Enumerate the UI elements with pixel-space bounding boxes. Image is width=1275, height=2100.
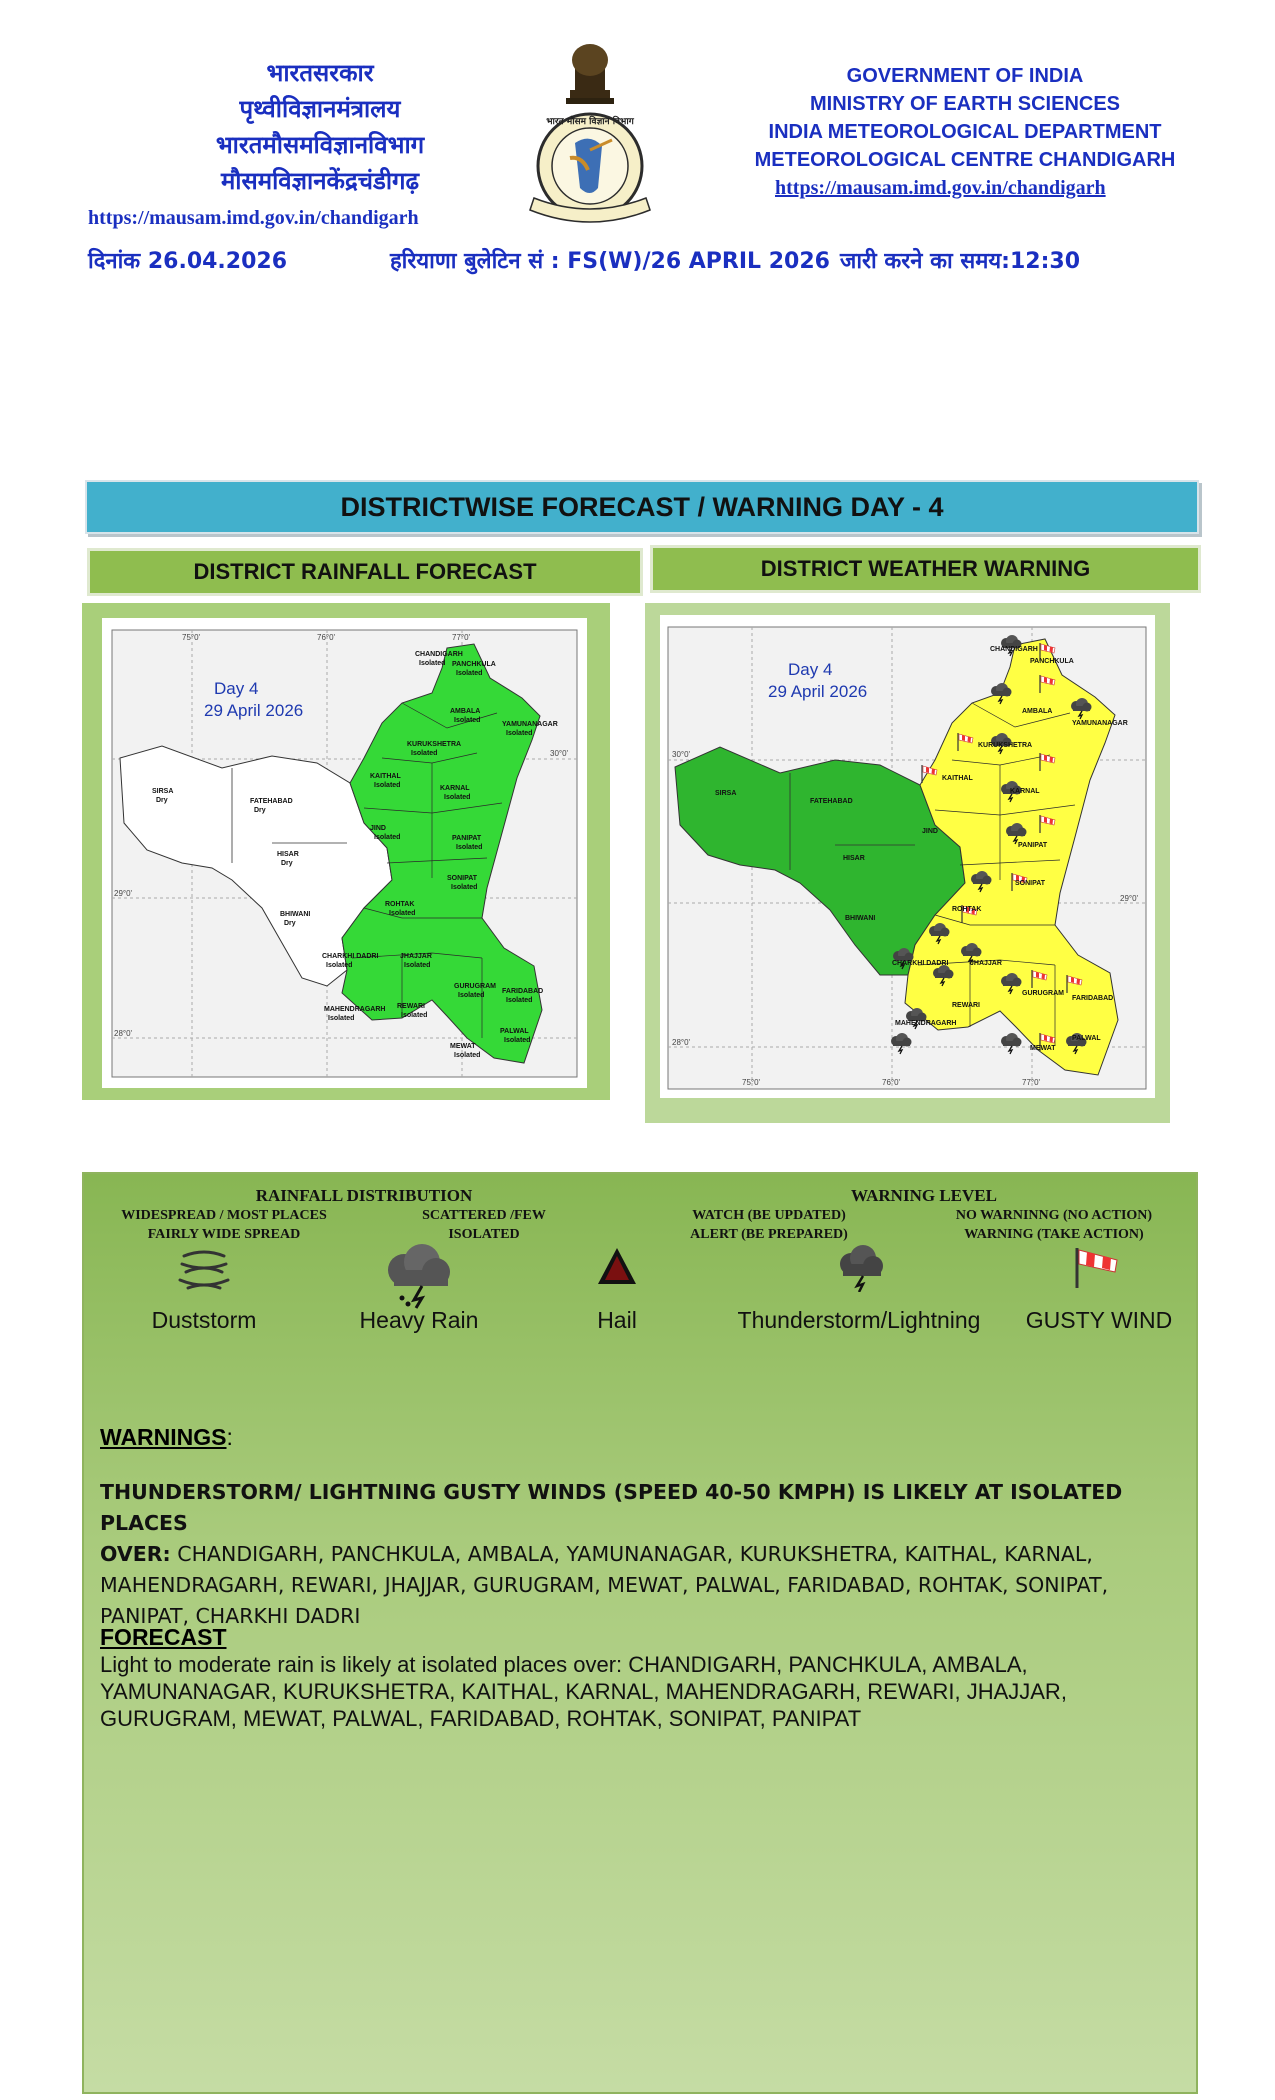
rainfall-widespread-legend: WIDESPREAD / MOST PLACES FAIRLY WIDE SPREAD <box>121 1208 327 1242</box>
warning-district-mahendragarh: MAHENDRAGARH <box>895 1020 957 1027</box>
duststorm-icon <box>154 1244 254 1304</box>
hindi-line-department: भारतमौसमविज्ञानविभाग <box>215 131 425 159</box>
warning-district-charkhi-dadri: CHARKHI DADRI <box>892 960 949 967</box>
weather-warning-heading: DISTRICT WEATHER WARNING <box>650 545 1201 593</box>
heavy-rain-label: Heavy Rain <box>359 1307 479 1333</box>
svg-text:Isolated: Isolated <box>389 910 416 917</box>
warning-map-day: Day 4 <box>788 660 833 679</box>
rainfall-forecast-heading: DISTRICT RAINFALL FORECAST <box>87 548 643 596</box>
svg-text:Dry: Dry <box>281 860 293 867</box>
warning-district-kurukshetra: KURUKSHETRA <box>978 742 1033 749</box>
svg-text:MAHENDRAGARH: MAHENDRAGARH <box>324 1006 386 1013</box>
svg-text:REWARI: REWARI <box>397 1003 425 1010</box>
svg-text:PALWAL: PALWAL <box>500 1028 529 1035</box>
svg-text:Isolated: Isolated <box>411 750 438 757</box>
svg-text:28°0': 28°0' <box>672 1038 691 1047</box>
svg-text:Isolated: Isolated <box>506 997 533 1004</box>
svg-text:75°0': 75°0' <box>742 1078 761 1087</box>
warning-district-kaithal: KAITHAL <box>942 775 973 782</box>
warning-district-faridabad: FARIDABAD <box>1072 995 1114 1002</box>
svg-text:CHANDIGARH: CHANDIGARH <box>415 651 463 658</box>
rainfall-map-day: Day 4 <box>214 679 259 698</box>
warning-district-mewat: MEWAT <box>1030 1045 1056 1052</box>
hindi-line-centre: मौसमविज्ञानकेंद्रचंडीगढ़ <box>220 167 420 195</box>
svg-text:Isolated: Isolated <box>328 1015 355 1022</box>
svg-text:भारत मौसम विज्ञान विभाग: भारत मौसम विज्ञान विभाग <box>546 117 634 127</box>
svg-text:AMBALA: AMBALA <box>450 708 481 715</box>
svg-text:Isolated: Isolated <box>456 670 483 677</box>
svg-text:Dry: Dry <box>254 807 266 814</box>
warning-district-gurugram: GURUGRAM <box>1022 990 1064 997</box>
rainfall-scattered-legend: SCATTERED /FEW ISOLATED <box>422 1208 546 1242</box>
svg-text:FARIDABAD: FARIDABAD <box>502 988 544 995</box>
svg-text:77°0': 77°0' <box>452 633 471 642</box>
svg-text:PANCHKULA: PANCHKULA <box>452 661 496 668</box>
warning-nowarning-legend: NO WARNINNG (NO ACTION) WARNING (TAKE ACTION) <box>955 1208 1153 1242</box>
svg-text:Dry: Dry <box>284 920 296 927</box>
thunderstorm-label: Thunderstorm/Lightning <box>737 1307 981 1333</box>
svg-text:Dry: Dry <box>156 797 168 804</box>
warning-district-sirsa: SIRSA <box>715 790 737 797</box>
warning-district-hisar: HISAR <box>843 855 865 862</box>
svg-text:Isolated: Isolated <box>458 992 485 999</box>
hindi-line-govt: भारतसरकार <box>266 59 374 87</box>
warning-district-yamunanagar: YAMUNANAGAR <box>1072 720 1128 727</box>
svg-text:BHIWANI: BHIWANI <box>280 911 311 918</box>
imd-emblem-logo <box>520 38 660 228</box>
svg-text:ROHTAK: ROHTAK <box>385 901 415 908</box>
svg-text:Isolated: Isolated <box>451 884 478 891</box>
svg-text:KARNAL: KARNAL <box>440 785 470 792</box>
svg-text:PANIPAT: PANIPAT <box>452 835 482 842</box>
warning-map-date: 29 April 2026 <box>768 682 868 701</box>
svg-text:Isolated: Isolated <box>456 844 483 851</box>
svg-text:YAMUNANAGAR: YAMUNANAGAR <box>502 721 558 728</box>
bulletin-issue-time: जारी करने का समय:12:30 <box>840 249 1081 274</box>
rainfall-map-date: 29 April 2026 <box>204 701 304 720</box>
bulletin-number: हरियाणा बुलेटिन सं : FS(W)/26 APRIL 2026 <box>390 249 830 274</box>
svg-text:KAITHAL: KAITHAL <box>370 773 401 780</box>
rainfall-map-frame <box>102 618 587 1088</box>
svg-text:GURUGRAM: GURUGRAM <box>454 983 496 990</box>
svg-text:Isolated: Isolated <box>419 660 446 667</box>
svg-text:SIRSA: SIRSA <box>152 788 174 795</box>
svg-text:KURUKSHETRA: KURUKSHETRA <box>407 741 462 748</box>
svg-text:Isolated: Isolated <box>404 962 431 969</box>
svg-text:77°0': 77°0' <box>1022 1078 1041 1087</box>
svg-text:Isolated: Isolated <box>454 717 481 724</box>
svg-text:HISAR: HISAR <box>277 851 299 858</box>
english-line-govt: GOVERNMENT OF INDIA <box>846 65 1084 87</box>
english-line-centre: METEOROLOGICAL CENTRE CHANDIGARH <box>754 149 1176 171</box>
warning-district-panchkula: PANCHKULA <box>1030 658 1074 665</box>
svg-text:30°0': 30°0' <box>672 750 691 759</box>
warnings-title-colon: : <box>226 1424 233 1450</box>
hindi-website-link[interactable]: https://mausam.imd.gov.in/chandigarh <box>88 207 419 229</box>
svg-text:76°0': 76°0' <box>882 1078 901 1087</box>
svg-text:29°0': 29°0' <box>1120 894 1139 903</box>
forecast-body: Light to moderate rain is likely at isolated places over: CHANDIGARH, PANCHKULA, AMBALA, YAMUNANAGAR, KURUKSHETRA, KAITHAL, KARNAL, MAHENDRAGARH, REWARI, JHAJJAR, GURUGRAM, MEWAT, PALWAL, FARIDABAD, ROHTAK, SONIPAT, PANIPAT <box>100 1652 1067 1731</box>
warnings-district-list: CHANDIGARH, PANCHKULA, AMBALA, YAMUNANAGAR, KURUKSHETRA, KAITHAL, KARNAL, MAHENDRAGARH, REWARI, JHAJJAR, GURUGRAM, MEWAT, PALWAL, FARIDABAD, ROHTAK, SONIPAT, PANIPAT, CHARKHI DADRI <box>100 1542 1109 1628</box>
english-org-header <box>730 62 1200 174</box>
warning-district-panipat: PANIPAT <box>1018 842 1048 849</box>
rainfall-distribution-title: RAINFALL DISTRIBUTION <box>255 1186 473 1205</box>
warning-district-chandigarh: CHANDIGARH <box>990 646 1038 653</box>
english-line-department: INDIA METEOROLOGICAL DEPARTMENT <box>768 121 1162 143</box>
svg-text:FATEHABAD: FATEHABAD <box>250 798 293 805</box>
warning-watch-alert-legend: WATCH (BE UPDATED) ALERT (BE PREPARED) <box>690 1208 848 1242</box>
warning-map-frame <box>660 615 1155 1098</box>
warning-district-rewari: REWARI <box>952 1002 980 1009</box>
svg-text:Isolated: Isolated <box>506 730 533 737</box>
svg-text:Isolated: Isolated <box>444 794 471 801</box>
svg-text:75°0': 75°0' <box>182 633 201 642</box>
warning-district-fatehabad: FATEHABAD <box>810 798 853 805</box>
hail-label: Hail <box>597 1307 637 1333</box>
forecast-title: FORECAST <box>100 1624 227 1650</box>
heavy-rain-icon <box>374 1242 464 1310</box>
rainfall-map-panel <box>82 603 610 1100</box>
svg-text:CHARKHI DADRI: CHARKHI DADRI <box>322 953 379 960</box>
svg-text:SONIPAT: SONIPAT <box>447 875 478 882</box>
svg-text:76°0': 76°0' <box>317 633 336 642</box>
warnings-body <box>100 1477 1180 1632</box>
warnings-over-label: OVER: <box>100 1542 171 1566</box>
warning-district-palwal: PALWAL <box>1072 1035 1101 1042</box>
gusty-wind-icon <box>1069 1242 1129 1292</box>
warning-district-jhajjar: JHAJJAR <box>970 960 1002 967</box>
warning-map <box>660 615 1155 1098</box>
svg-text:JIND: JIND <box>370 825 386 832</box>
warnings-section <box>100 1424 1180 1632</box>
duststorm-label: Duststorm <box>151 1307 257 1333</box>
hail-icon <box>594 1244 640 1288</box>
english-website-link[interactable]: https://mausam.imd.gov.in/chandigarh <box>775 177 1106 199</box>
svg-text:Isolated: Isolated <box>401 1012 428 1019</box>
warning-map-panel <box>645 603 1170 1123</box>
warning-district-rohtak: ROHTAK <box>952 906 982 913</box>
svg-text:Isolated: Isolated <box>454 1052 481 1059</box>
warnings-headline: THUNDERSTORM/ LIGHTNING GUSTY WINDS (SPEED 40-50 KMPH) IS LIKELY AT ISOLATED PLACES <box>100 1480 1123 1535</box>
forecast-day-banner: DISTRICTWISE FORECAST / WARNING DAY - 4 <box>85 480 1199 534</box>
english-line-ministry: MINISTRY OF EARTH SCIENCES <box>809 93 1121 115</box>
svg-text:JHAJJAR: JHAJJAR <box>400 953 432 960</box>
thunderstorm-icon <box>829 1244 889 1292</box>
warning-district-ambala: AMBALA <box>1022 708 1053 715</box>
svg-text:30°0': 30°0' <box>550 749 569 758</box>
warning-district-sonipat: SONIPAT <box>1015 880 1046 887</box>
warning-district-karnal: KARNAL <box>1010 788 1040 795</box>
svg-text:Isolated: Isolated <box>374 834 401 841</box>
svg-text:29°0': 29°0' <box>114 889 133 898</box>
warnings-title: WARNINGS <box>100 1424 227 1450</box>
svg-text:Isolated: Isolated <box>326 962 353 969</box>
svg-text:MEWAT: MEWAT <box>450 1043 476 1050</box>
rainfall-map <box>102 618 587 1088</box>
hindi-line-ministry: पृथ्वीविज्ञानमंत्रालय <box>239 95 401 123</box>
svg-text:Isolated: Isolated <box>374 782 401 789</box>
warning-district-jind: JIND <box>922 828 938 835</box>
hindi-org-header <box>150 55 490 199</box>
svg-text:Isolated: Isolated <box>504 1037 531 1044</box>
svg-text:28°0': 28°0' <box>114 1029 133 1038</box>
warning-district-bhiwani: BHIWANI <box>845 915 876 922</box>
warning-level-title: WARNING LEVEL <box>851 1186 997 1205</box>
legend-and-text-box <box>82 1172 1198 2094</box>
gusty-wind-label: GUSTY WIND <box>1025 1307 1173 1333</box>
forecast-section <box>100 1624 1180 1732</box>
bulletin-date: दिनांक 26.04.2026 <box>88 249 288 274</box>
